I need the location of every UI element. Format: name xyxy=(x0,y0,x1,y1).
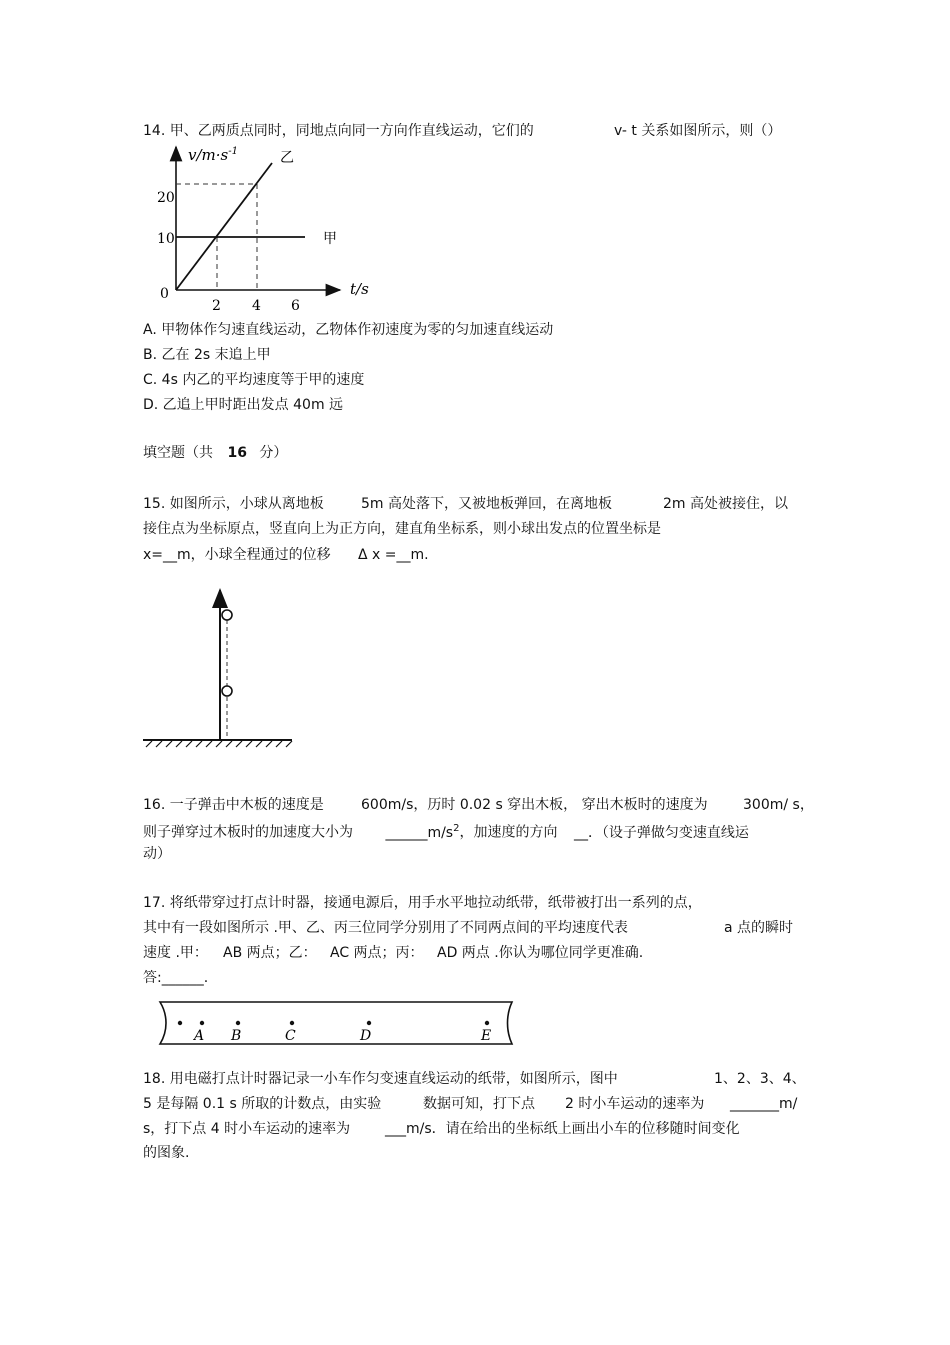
q18-line2-b: 数据可知，打下点 xyxy=(423,1096,535,1112)
q17-line2-a: 其中有一段如图所示 .甲、乙、丙三位同学分别用了不同两点间的平均速度代表 xyxy=(143,920,628,936)
q15-line1-b: 5m 高处落下，又被地板弹回，在离地板 xyxy=(361,496,612,512)
q18-line3-b: ___m/s．请在给出的坐标纸上画出小车的位移随时间变化 xyxy=(385,1121,740,1137)
q17-answer-line: 答:______. xyxy=(143,970,209,986)
q14-stem-part1: 14. 甲、乙两质点同时，同地点向同一方向作直线运动，它们的 xyxy=(143,123,534,139)
q17-line3-a: 速度 .甲： xyxy=(143,945,208,961)
tape-dot-b xyxy=(236,1021,240,1025)
q16-line1-a: 16. 一子弹击中木板的速度是 xyxy=(143,797,324,813)
vt-ytick-10: 10 xyxy=(157,231,175,247)
vt-label-yi: 乙 xyxy=(280,150,294,166)
q15-line1-a: 15. 如图所示，小球从离地板 xyxy=(143,496,324,512)
vt-xtick-2: 2 xyxy=(212,298,221,314)
q17-line2-b: a 点的瞬时 xyxy=(724,920,794,936)
q16-line2-a: 则子弹穿过木板时的加速度大小为 xyxy=(143,824,353,841)
tape-label-d: D xyxy=(360,1028,372,1044)
tape-dot-c xyxy=(290,1021,294,1025)
tape-label-e: E xyxy=(481,1028,492,1044)
q16-line3: 动） xyxy=(143,846,171,862)
q14-option-a: A. 甲物体作匀速直线运动，乙物体作初速度为零的匀加速直线运动 xyxy=(143,322,554,338)
q18-line2-a: 5 是每隔 0.1 s 所取的计数点，由实验 xyxy=(143,1096,382,1112)
vt-origin-label: 0 xyxy=(160,286,169,302)
tape-label-c: C xyxy=(285,1028,296,1044)
q15-line3-b: Δ x =__m. xyxy=(358,547,429,563)
tape-dot-0 xyxy=(178,1021,182,1025)
q14-stem-part2: v- t 关系如图所示，则（） xyxy=(614,123,782,139)
q16-line2-c: ，加速度的方向 xyxy=(459,824,558,841)
paper-tape-outline xyxy=(160,1002,512,1044)
q14-option-c: C. 4s 内乙的平均速度等于甲的速度 xyxy=(143,372,365,388)
q17-line1: 17. 将纸带穿过打点计时器，接通电源后，用手水平地拉动纸带，纸带被打出一系列的点， xyxy=(143,895,702,911)
q18-line3-a: s，打下点 4 时小车运动的速率为 xyxy=(143,1121,351,1137)
q15-line2: 接住点为坐标原点，竖直向上为正方向，建直角坐标系，则小球出发点的位置坐标是 xyxy=(143,521,661,537)
section-heading-prefix: 填空题（共 xyxy=(143,445,213,461)
q18-line4: 的图象. xyxy=(143,1145,190,1161)
tape-dot-d xyxy=(367,1021,371,1025)
q16-line1-b: 600m/s，历时 0.02 s 穿出木板， 穿出木板时的速度为 xyxy=(361,797,708,813)
q16-unit-exp: 2 xyxy=(453,823,460,834)
section-heading-points: 16 xyxy=(227,445,247,461)
tape-dot-a xyxy=(200,1021,204,1025)
q17-line3-d: AD 两点 .你认为哪位同学更准确. xyxy=(437,945,644,961)
vt-xtick-4: 4 xyxy=(252,298,261,314)
q15-line3-a: x=__m，小球全程通过的位移 xyxy=(143,547,331,563)
q18-line1-a: 18. 用电磁打点计时器记录一小车作匀变速直线运动的纸带，如图所示，图中 xyxy=(143,1071,618,1087)
q18-line2-d: _______m/ xyxy=(730,1096,798,1112)
q17-line3-c: AC 两点；丙： xyxy=(330,945,424,961)
q14-option-d: D. 乙追上甲时距出发点 40m 远 xyxy=(143,397,344,413)
q15-line1-c: 2m 高处被接住，以 xyxy=(663,496,788,512)
vt-x-label: t/s xyxy=(350,280,369,298)
q16-line2-d: __．（设子弹做匀变速直线运 xyxy=(573,824,749,841)
q14-option-b: B. 乙在 2s 末追上甲 xyxy=(143,347,271,363)
vt-xtick-6: 6 xyxy=(291,298,300,314)
vt-ytick-20: 20 xyxy=(157,190,175,206)
section-heading-suffix: 分） xyxy=(259,445,288,461)
q18-line1-b: 1、2、3、4、 xyxy=(714,1071,806,1087)
tape-label-b: B xyxy=(231,1028,242,1044)
tape-dot-e xyxy=(485,1021,489,1025)
q16-line1-c: 300m/ s， xyxy=(743,797,814,813)
q16-blank-accel: ______m/s xyxy=(385,824,454,841)
q18-line2-c: 2 时小车运动的速率为 xyxy=(565,1096,705,1112)
q17-line3-b: AB 两点；乙： xyxy=(223,945,317,961)
vt-y-label: $v/m\cdot s^{-1}$ xyxy=(188,146,238,164)
tape-label-a: A xyxy=(194,1028,205,1044)
vt-label-jia: 甲 xyxy=(323,231,337,247)
